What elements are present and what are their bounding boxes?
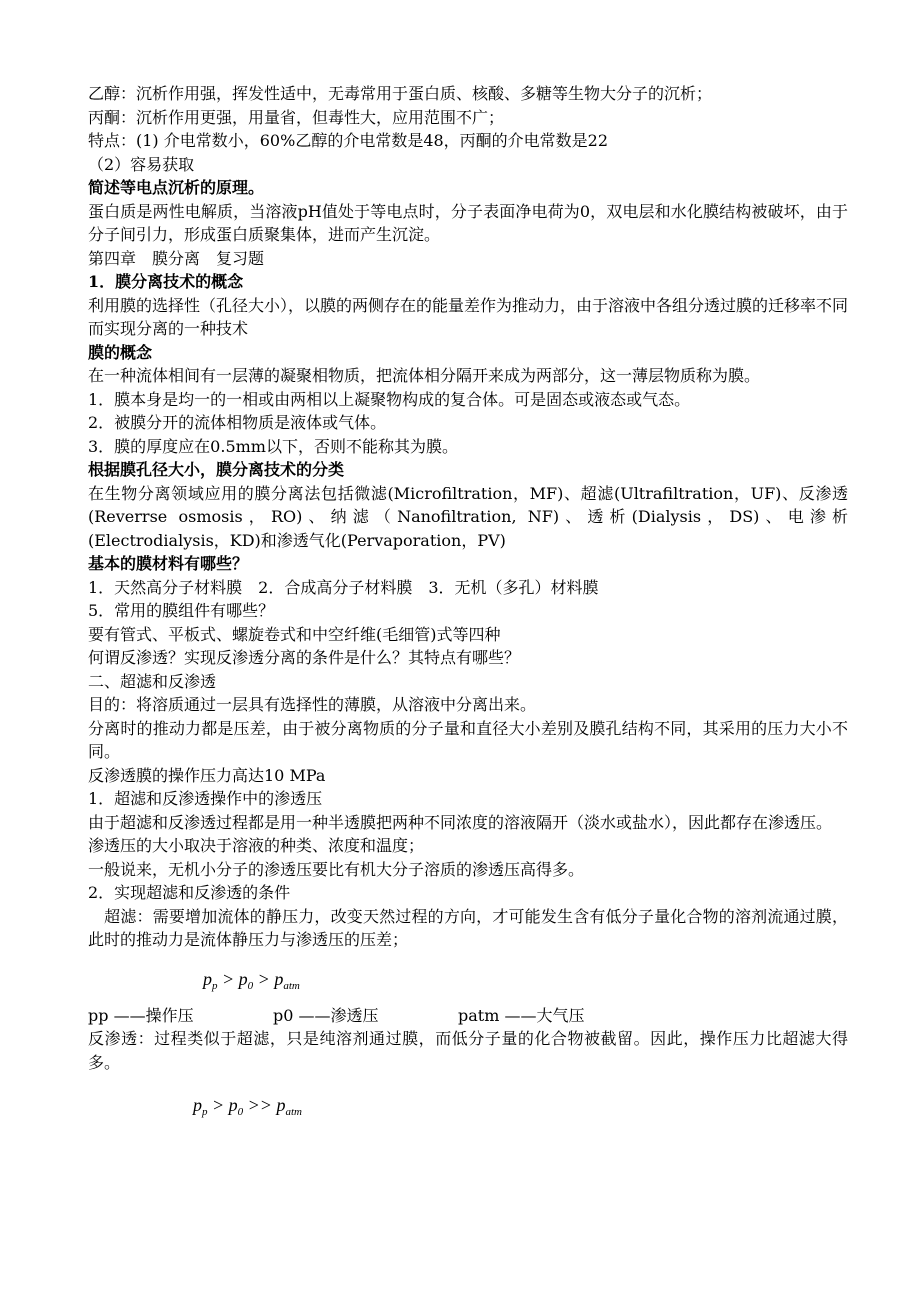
legend-p0: p0 ——渗透压 [273,1005,379,1025]
legend-patm: patm ——大气压 [458,1005,585,1025]
features-line-2: （2）容易获取 [88,154,195,174]
formula-reverse-osmosis: $p_p > p_0 >> p_{atm}$ [193,1095,302,1118]
materials-list: 1．天然高分子材料膜 2．合成高分子材料膜 3．无机（多孔）材料膜 [88,577,599,597]
formula-ultrafiltration: $p_p > p_0 > p_{atm}$ [203,968,300,992]
subheading-conditions: 2．实现超滤和反渗透的条件 [88,883,291,902]
modules-answer: 要有管式、平板式、螺旋卷式和中空纤维(毛细管)式等四种 [88,624,501,644]
heading-membrane-concept: 膜的概念 [88,342,153,362]
membrane-concept-paragraph: 在一种流体相间有一层薄的凝聚相物质，把流体相分隔开来成为两部分，这一薄层物质称为膜。 [88,366,761,385]
membrane-point-2: 2．被膜分开的流体相物质是液体或气体。 [88,413,387,432]
features-line: 特点：(1) 介电常数小，60%乙醇的介电常数是48，丙酮的介电常数是22 [88,131,609,150]
classification-paragraph: 在生物分离领域应用的膜分离法包括微滤(Microfiltration，MF)、超滤(Ultrafiltration，UF)、反渗透(Reverrse osmosis，RO)、纳滤（Nanofiltration, NF)、透析(Dialysis，DS)、电渗析(Electrodialysis，KD)和渗透气化(Pervaporation，PV) [88,483,848,550]
ultrafiltration-paragraph: 超滤：需要增加流体的静压力，改变天然过程的方向，才可能发生含有低分子量化合物的溶剂流通过膜，此时的推动力是流体静压力与渗透压的压差； [88,906,848,949]
ro-pressure-line: 反渗透膜的操作压力高达10 MPa [88,765,326,785]
question-reverse-osmosis: 何谓反渗透？实现反渗透分离的条件是什么？其特点有哪些？ [88,648,521,667]
driving-force-paragraph: 分离时的推动力都是压差，由于被分离物质的分子量和直径大小差别及膜孔结构不同，其采用的压力大小不同。 [88,718,848,761]
osmotic-factors-line: 渗透压的大小取决于溶液的种类、浓度和温度； [88,836,425,855]
subheading-osmotic-pressure: 1．超滤和反渗透操作中的渗透压 [88,789,323,808]
chapter-title: 第四章 膜分离 复习题 [88,248,265,268]
membrane-point-3: 3．膜的厚度应在0.5mm以下，否则不能称其为膜。 [88,436,458,456]
section-uf-ro: 二、超滤和反渗透 [88,671,217,691]
document-page [88,82,848,1128]
purpose-line: 目的：将溶质通过一层具有选择性的薄膜，从溶液中分离出来。 [88,695,537,714]
osmotic-compare-line: 一般说来，无机小分子的渗透压要比有机大分子溶质的渗透压高得多。 [88,859,585,879]
heading-materials: 基本的膜材料有哪些？ [88,554,249,573]
membrane-separation-paragraph: 利用膜的选择性（孔径大小），以膜的两侧存在的能量差作为推动力，由于溶液中各组分透过膜的迁移率不同而实现分离的一种技术 [88,295,849,338]
legend-pp: pp ——操作压 [88,1005,194,1025]
pressure-legend [88,1004,848,1028]
heading-membrane-separation: 1．膜分离技术的概念 [88,272,244,291]
isoelectric-paragraph: 蛋白质是两性电解质，当溶液pH值处于等电点时，分子表面净电荷为0，双电层和水化膜结构被破坏，由于分子间引力，形成蛋白质聚集体，进而产生沉淀。 [88,201,848,244]
reverse-osmosis-paragraph: 反渗透：过程类似于超滤，只是纯溶剂通过膜，而低分子量的化合物被截留。因此，操作压力比超滤大得多。 [88,1029,848,1072]
acetone-line: 丙酮：沉析作用更强，用量省，但毒性大，应用范围不广； [88,107,505,127]
heading-modules: 5．常用的膜组件有哪些？ [88,601,275,620]
heading-classification: 根据膜孔径大小，膜分离技术的分类 [88,460,345,479]
osmotic-paragraph: 由于超滤和反渗透过程都是用一种半透膜把两种不同浓度的溶液隔开（淡水或盐水），因此都存在渗透压。 [88,812,833,832]
heading-isoelectric: 简述等电点沉析的原理。 [88,178,265,197]
ethanol-line: 乙醇：沉析作用强，挥发性适中，无毒常用于蛋白质、核酸、多糖等生物大分子的沉析； [88,84,713,103]
membrane-point-1: 1．膜本身是均一的一相或由两相以上凝聚物构成的复合体。可是固态或液态或气态。 [88,389,691,409]
